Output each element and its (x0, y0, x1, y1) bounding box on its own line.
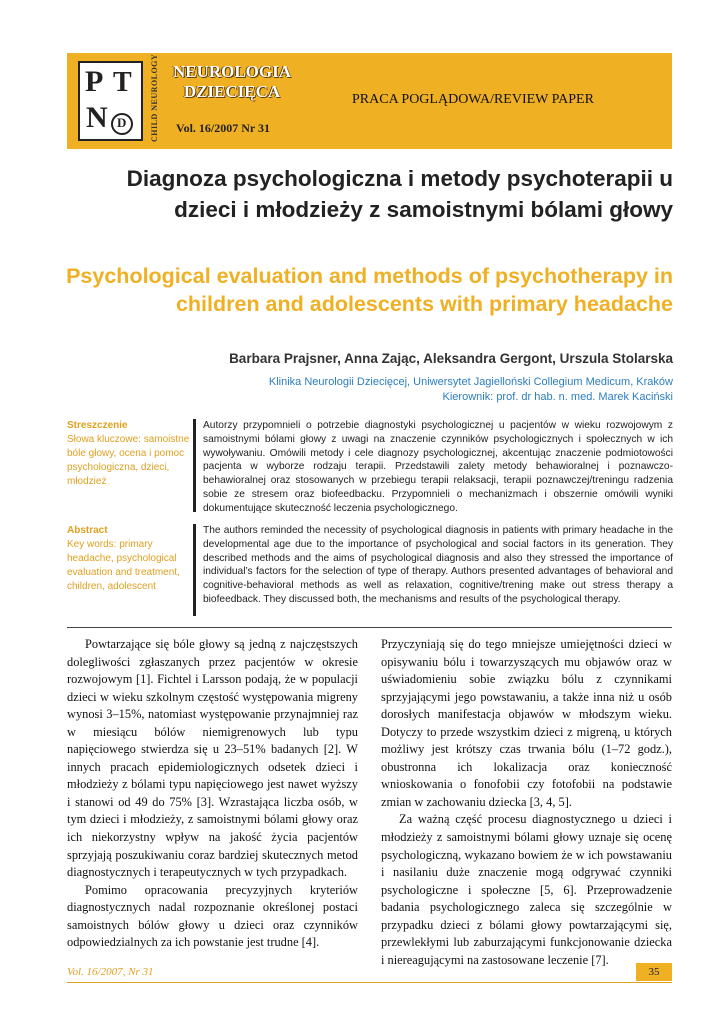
abstract-sidebar (67, 524, 192, 594)
streszczenie-bar (193, 419, 196, 512)
footer-rule (67, 982, 672, 983)
logo-letter-t: T (113, 67, 132, 98)
abstract-text: The authors reminded the necessity of psychological diagnosis in patients with primary headache in the developmental age due to the importance of psychological and social factors in its generation. They described methods and the aims of psychological diagnosis and also they stressed the importance of individual’s factors for the selection of type of therapy. Authors presented advantages of behavioral and cognitive-behavioral methods as well as relaxation, cognitive/trening make out stress therapy a biofeedback. They discussed both, the mechanisms and results of the psychological therapy. (203, 525, 673, 605)
affiliation-head: Kierownik: prof. dr hab. n. med. Marek Kaciński (442, 391, 673, 403)
streszczenie-keywords: Słowa kluczowe: samoistne bóle głowy, ocena i pomoc psychologiczna, dzieci, młodzież (67, 434, 190, 487)
streszczenie-heading: Streszczenie (67, 420, 128, 431)
streszczenie-sidebar (67, 419, 192, 489)
page-number: 35 (636, 963, 672, 981)
logo-letter-p: P (85, 65, 104, 98)
paper-type: PRACA POGLĄDOWA/REVIEW PAPER (352, 92, 594, 107)
title-polish: Diagnoza psychologiczna i metody psychoterapii u dzieci i młodzieży z samoistnymi bólami głowy (126, 166, 673, 222)
abstract-heading: Abstract (67, 525, 108, 536)
body-column-left (67, 636, 358, 952)
journal-logo (78, 61, 143, 141)
journal-name: NEUROLOGIA DZIECIĘCA (172, 62, 292, 101)
title-english: Psychological evaluation and methods of psychotherapy in children and adolescents with primary headache (66, 264, 673, 316)
affiliation-institution: Klinika Neurologii Dziecięcej, Uniwersytet Jagielloński Collegium Medicum, Kraków (268, 376, 673, 388)
side-label: CHILD NEUROLOGY (150, 53, 159, 142)
body-column-right (381, 636, 672, 969)
abstract-keywords: Key words: primary headache, psychological evaluation and treatment, children, adolescent (67, 539, 180, 592)
logo-letter-d: D (117, 115, 127, 130)
volume-line: Vol. 16/2007 Nr 31 (176, 121, 271, 135)
streszczenie-text: Autorzy przypomnieli o potrzebie diagnostyki psychologicznej u pacjentów w wieku rozwojowym z samoistnymi bólami głowy z uwagi na znaczenie czynników psychologicznych i społecznych w ich wywoływaniu. Omówili metody i cele diagnozy psychologicznej, akcentując znaczenie podmiotowości pacjenta w wyborze rodzaju terapii. Przedstawili zalety metody behawioralnej i poznawczo-behawioralnej oraz stosowanych w przebiegu terapii relaksacji, terapii poznawczej/treningu radzenia sobie ze stresem oraz biofeedbacku. Przypomnieli o mechanizmach i obszernie omówili wyniki dokumentujące skuteczność leczenia psychologicznego. (203, 420, 673, 514)
footer-volume: Vol. 16/2007, Nr 31 (67, 966, 154, 978)
body-paragraph: Za ważną część procesu diagnostycznego u dzieci i młodzieży z samoistnymi bólami głowy uznaje się ocenę psychologiczną, wykazano bowiem że w ich powstawaniu i nasilaniu duże znaczenie mogą odgrywać czynniki psychologiczne i społeczne [5, 6]. Przeprowadzenie badania psychologicznego zaleca się szczególnie w przypadku dzieci z bólami głowy powtarzającymi się, przewlekłymi lub zaburzającymi funkcjonowanie dziecka i niereagującymi na zastosowane leczenie [7]. (381, 812, 672, 967)
body-paragraph: Powtarzające się bóle głowy są jedną z najczęstszych dolegliwości zgłaszanych przez pacjentów w okresie rozwojowym [1]. Fichtel i Larsson podają, że w populacji dzieci w wieku szkolnym częstość występowania migreny wynosi 3–15%, natomiast występowanie przynajmniej raz w miesiącu bólów niemigrenowych lub typu napięciowego stwierdza się u 23–51% badanych [2]. W innych pracach epidemiologicznych odsetek dzieci i młodzieży z bólami typu napięciowego jest nawet wyższy i stanowi od 49 do 75% [3]. Wzrastająca liczba osób, w tym dzieci i młodzieży, z samoistnymi bólami głowy oraz ich niekorzystny wpływ na jakość życia pacjentów sprzyjają poszukiwaniu coraz bardziej skutecznych metod diagnostycznych i terapeutycznych w tych przypadkach. (67, 637, 358, 880)
body-paragraph: Pomimo opracowania precyzyjnych kryteriów diagnostycznych nadal rozpoznanie określonej postaci samoistnych bólów głowy u dzieci oraz czynników odpowiedzialnych za ich powstanie jest trudne [4]. (67, 882, 358, 950)
logo-letter-n: N (86, 101, 108, 134)
author-list: Barbara Prajsner, Anna Zając, Aleksandra Gergont, Urszula Stolarska (229, 351, 673, 366)
affiliation (53, 375, 673, 405)
body-paragraph: Przyczyniają się do tego mniejsze umiejętności dzieci w opisywaniu bólu i towarzyszących mu objawów oraz w uświadomieniu sobie związku bólu z czynnikami sprzyjającymi jego powstawaniu, a także inna niż u osób dorosłych manifestacja objawów w młodszym wieku. Dotyczy to przede wszystkim dzieci z migreną, u których możliwy jest krótszy czas trwania bólu (1–72 godz.), obustronna ich lokalizacja oraz konieczność wnioskowania o fonofobii czy fotofobii na podstawie zmian w zachowaniu dziecka [3, 4, 5]. (381, 637, 672, 809)
section-divider (67, 627, 672, 628)
abstract-bar (193, 524, 196, 616)
